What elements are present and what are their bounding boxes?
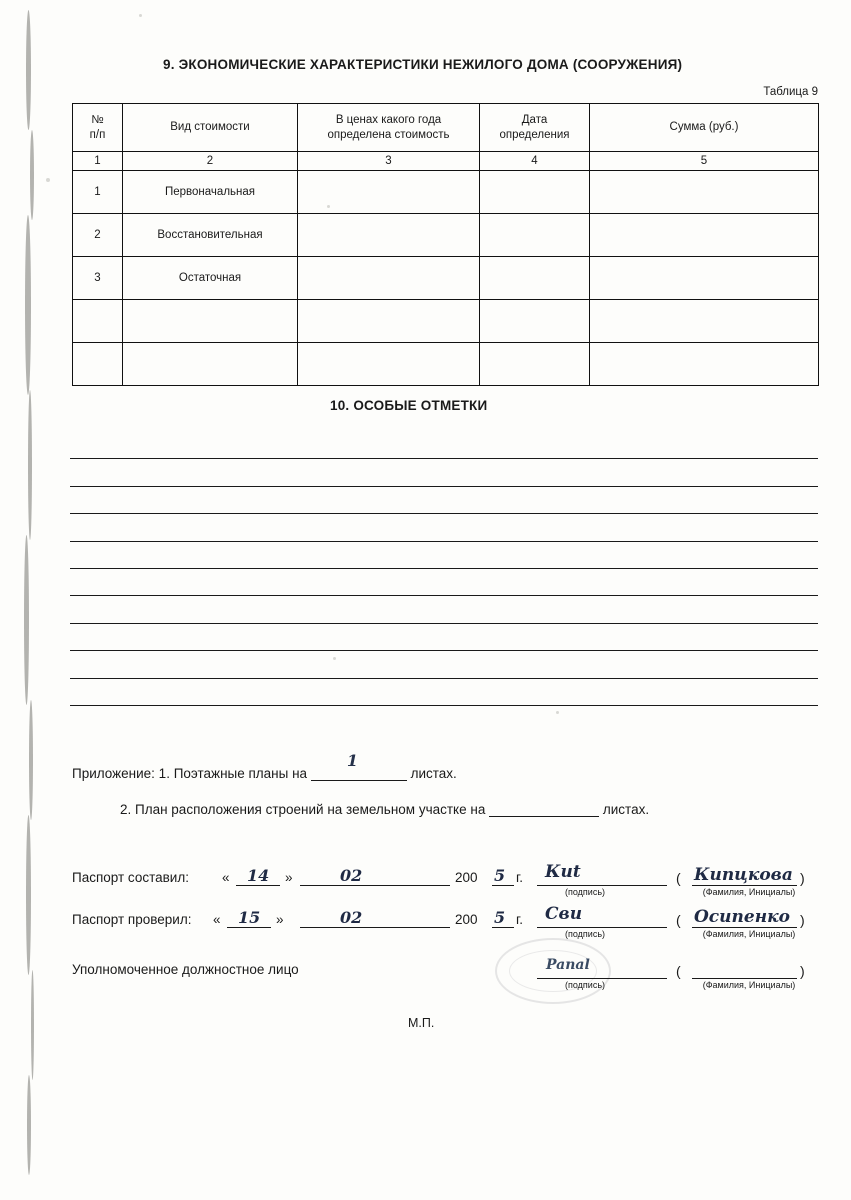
compiled-year-value: 5	[494, 866, 506, 885]
column-number-5: 5	[590, 152, 819, 171]
name-caption: (Фамилия, Инициалы)	[702, 929, 796, 939]
cell-sum[interactable]	[590, 214, 819, 257]
cell-sum[interactable]	[590, 257, 819, 300]
cell-row-number: 3	[73, 257, 123, 300]
year-prefix: 200	[455, 870, 478, 885]
signature-caption: (подпись)	[565, 980, 606, 990]
header-date-line1: Дата	[521, 114, 548, 127]
compiled-month-value: 02	[340, 866, 363, 885]
attachment-2-input[interactable]	[489, 801, 599, 817]
cell-date[interactable]	[480, 257, 590, 300]
compiled-label: Паспорт составил:	[72, 870, 189, 885]
paren-close: )	[800, 963, 805, 979]
cell-date[interactable]	[480, 300, 590, 343]
scan-speck	[46, 178, 50, 182]
table-header-row	[73, 104, 819, 152]
paren-close: )	[800, 870, 805, 886]
year-suffix: г.	[516, 870, 524, 885]
header-cell-value-type: Вид стоимости	[123, 104, 298, 152]
cell-date[interactable]	[480, 214, 590, 257]
note-line[interactable]	[70, 514, 818, 541]
scan-edge-artifact	[22, 0, 48, 1200]
cell-date[interactable]	[480, 343, 590, 386]
header-price-year-line2: определена стоимость	[327, 128, 450, 141]
note-line[interactable]	[70, 459, 818, 486]
cell-value-type: Остаточная	[123, 257, 298, 300]
cell-price-year[interactable]	[298, 343, 480, 386]
header-cell-sum: Сумма (руб.)	[590, 104, 819, 152]
table-row	[73, 214, 819, 257]
checked-label: Паспорт проверил:	[72, 912, 192, 927]
note-line[interactable]	[70, 487, 818, 514]
note-line[interactable]	[70, 596, 818, 623]
column-number-2: 2	[123, 152, 298, 171]
quote-open: «	[213, 912, 221, 927]
attachment-line-2	[120, 801, 649, 817]
attachment-1-value: 1	[346, 751, 358, 770]
column-number-1: 1	[73, 152, 123, 171]
header-number-line1: №	[91, 114, 104, 127]
compiled-name-value: Кипцкова	[694, 865, 793, 885]
header-cell-number	[73, 104, 123, 152]
paren-open: (	[676, 963, 681, 979]
attachment-2-prefix: 2. План расположения строений на земельном участке на	[120, 802, 486, 817]
name-caption: (Фамилия, Инициалы)	[702, 980, 796, 990]
paren-close: )	[800, 912, 805, 928]
cell-date[interactable]	[480, 171, 590, 214]
name-caption: (Фамилия, Инициалы)	[702, 887, 796, 897]
note-line[interactable]	[70, 624, 818, 651]
signature-caption: (подпись)	[565, 929, 606, 939]
cell-price-year[interactable]	[298, 171, 480, 214]
stamp-place-label: М.П.	[408, 1016, 435, 1030]
compiled-name-field[interactable]	[692, 885, 797, 886]
cell-sum[interactable]	[590, 300, 819, 343]
compiled-signature-field[interactable]	[537, 885, 667, 886]
cell-sum[interactable]	[590, 171, 819, 214]
year-prefix: 200	[455, 912, 478, 927]
checked-signature-value: Сви	[545, 904, 583, 924]
signature-row-compiled	[0, 862, 851, 907]
officer-signature-value: Panal	[546, 957, 590, 973]
cell-price-year[interactable]	[298, 300, 480, 343]
table-row	[73, 171, 819, 214]
header-price-year-line1: В ценах какого года	[335, 114, 442, 127]
compiled-month-field[interactable]	[300, 885, 450, 886]
compiled-signature-value: Кut	[545, 862, 581, 882]
checked-name-field[interactable]	[692, 927, 797, 928]
officer-name-field[interactable]	[692, 978, 797, 979]
cell-row-number[interactable]	[73, 343, 123, 386]
cell-price-year[interactable]	[298, 257, 480, 300]
checked-year-value: 5	[494, 908, 506, 927]
note-line[interactable]	[70, 569, 818, 596]
checked-month-field[interactable]	[300, 927, 450, 928]
compiled-day-value: 14	[247, 866, 270, 885]
paren-open: (	[676, 912, 681, 928]
checked-day-value: 15	[238, 908, 261, 927]
header-cell-date	[480, 104, 590, 152]
scan-speck	[556, 711, 559, 714]
cell-value-type: Первоначальная	[123, 171, 298, 214]
header-date-line2: определения	[499, 128, 570, 141]
checked-name-value: Осипенко	[694, 907, 790, 927]
economic-characteristics-table	[72, 103, 819, 386]
column-number-3: 3	[298, 152, 480, 171]
table-row	[73, 343, 819, 386]
paren-open: (	[676, 870, 681, 886]
table-row	[73, 300, 819, 343]
attachment-1-input[interactable]	[311, 751, 407, 781]
attachment-1-suffix: листах.	[410, 766, 457, 781]
table-9-caption: Таблица 9	[763, 86, 818, 98]
checked-month-value: 02	[340, 908, 363, 927]
section-9-title: 9. ЭКОНОМИЧЕСКИЕ ХАРАКТЕРИСТИКИ НЕЖИЛОГО ДОМА (СООРУЖЕНИЯ)	[163, 57, 683, 72]
cell-value-type: Восстановительная	[123, 214, 298, 257]
officer-signature-field[interactable]	[537, 978, 667, 979]
attachment-2-suffix: листах.	[602, 802, 650, 817]
authorized-officer-label: Уполномоченное должностное лицо	[72, 962, 299, 977]
table-row	[73, 257, 819, 300]
year-suffix: г.	[516, 912, 524, 927]
note-line[interactable]	[70, 651, 818, 678]
quote-close: »	[276, 912, 284, 927]
checked-day-field[interactable]	[227, 927, 271, 928]
checked-signature-field[interactable]	[537, 927, 667, 928]
attachment-1-prefix: Приложение: 1. Поэтажные планы на	[72, 766, 308, 781]
cell-sum[interactable]	[590, 343, 819, 386]
signature-caption: (подпись)	[565, 887, 606, 897]
signature-row-checked	[0, 904, 851, 949]
compiled-day-field[interactable]	[236, 885, 280, 886]
signature-block	[0, 862, 851, 949]
quote-open: «	[222, 870, 230, 885]
section-10-title: 10. ОСОБЫЕ ОТМЕТКИ	[330, 398, 488, 413]
header-number-line2: п/п	[89, 128, 106, 141]
cell-row-number[interactable]	[73, 300, 123, 343]
compiled-year-field[interactable]	[492, 885, 514, 886]
scan-speck	[139, 14, 142, 17]
note-line[interactable]	[70, 542, 818, 569]
note-line[interactable]	[70, 432, 818, 459]
cell-price-year[interactable]	[298, 214, 480, 257]
quote-close: »	[285, 870, 293, 885]
note-line[interactable]	[70, 679, 818, 706]
attachment-line-1	[72, 751, 457, 781]
special-notes-lines	[70, 432, 818, 706]
cell-row-number: 2	[73, 214, 123, 257]
column-number-4: 4	[480, 152, 590, 171]
header-cell-price-year	[298, 104, 480, 152]
checked-year-field[interactable]	[492, 927, 514, 928]
table-column-numbers-row	[73, 152, 819, 171]
cell-row-number: 1	[73, 171, 123, 214]
cell-value-type[interactable]	[123, 300, 298, 343]
cell-value-type[interactable]	[123, 343, 298, 386]
